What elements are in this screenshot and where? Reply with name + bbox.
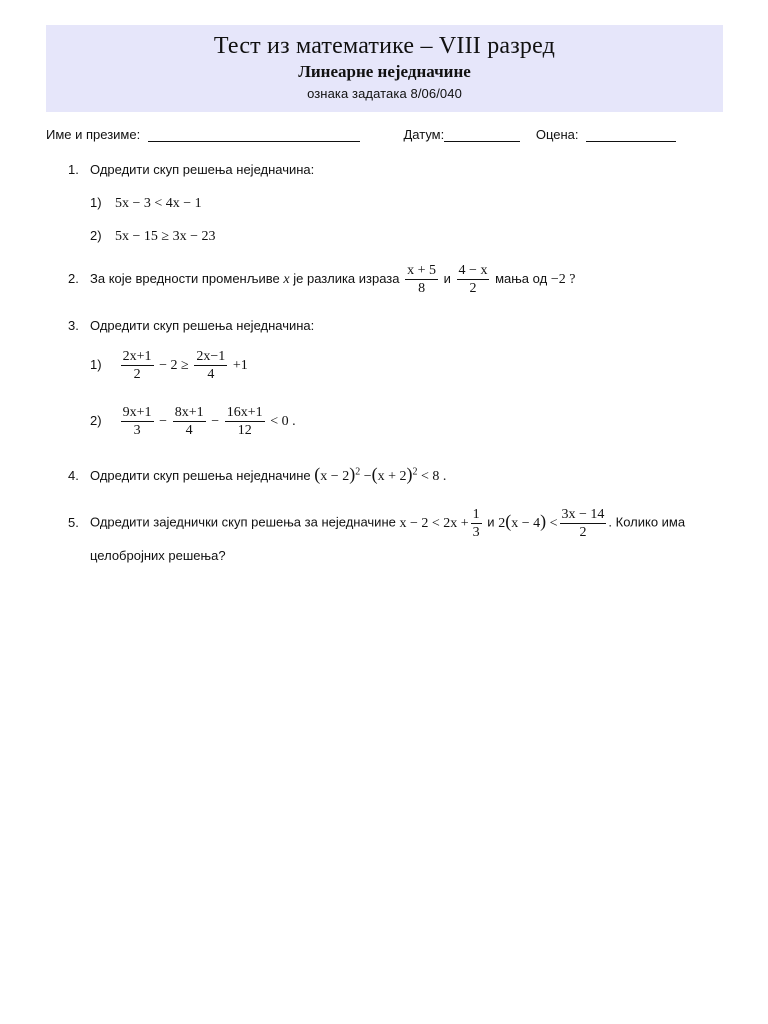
term: < 0 .	[270, 413, 296, 429]
question-2	[68, 262, 575, 297]
item-number: 1)	[90, 356, 102, 372]
question-3	[68, 318, 314, 333]
operator: −	[211, 413, 220, 429]
denominator: 3	[472, 525, 480, 540]
question-number: 4.	[68, 468, 79, 483]
question-text: мања од	[495, 270, 548, 286]
denominator: 12	[237, 423, 252, 438]
term: +1	[232, 357, 248, 373]
question-number: 2.	[68, 270, 79, 286]
denominator: 8	[418, 281, 426, 296]
denominator: 2	[579, 525, 587, 540]
test-title: Тест из математике – VIII разред	[213, 33, 556, 59]
question-text: . Колико има	[608, 514, 686, 530]
exponent: 2	[412, 466, 418, 478]
question-number: 5.	[68, 514, 79, 530]
exponent: 2	[355, 466, 361, 478]
question-5-continued	[90, 548, 226, 563]
numerator: 4 − x	[458, 263, 488, 278]
date-blank	[444, 128, 520, 142]
question-1	[68, 162, 314, 177]
fraction	[121, 404, 154, 439]
item-number: 2)	[90, 228, 102, 243]
expression: x − 2	[320, 469, 350, 484]
question-text: Одредити скуп решења неједначине	[90, 468, 311, 483]
inequality: 5x − 15 ≥ 3x − 23	[115, 229, 216, 244]
grade-blank	[586, 128, 676, 142]
denominator: 2	[469, 281, 477, 296]
fraction	[194, 348, 227, 383]
conjunction: и	[443, 270, 451, 286]
date-label: Датум:	[403, 127, 445, 142]
fraction	[225, 404, 265, 439]
inequality-2: 2(x − 4) < $\frac{3x - 14}{2}$	[498, 507, 605, 540]
question-number: 3.	[68, 318, 79, 333]
question-text: Одредити заједнички скуп решења за неједначине	[90, 514, 396, 530]
fraction	[560, 506, 607, 541]
numerator: 2x−1	[196, 349, 226, 364]
question-text: је разлика израза	[293, 270, 400, 286]
student-info-row	[46, 127, 676, 142]
operator: <	[549, 515, 558, 531]
operator: − 2 ≥	[159, 357, 189, 373]
expression: x − 4	[511, 515, 541, 531]
name-blank	[148, 128, 360, 142]
grade-label: Оцена:	[535, 127, 579, 142]
question-number: 1.	[68, 162, 79, 177]
question-4: 4. Одредити скуп решења неједначине $(x - 2)^2 -(x + 2)^2 < 8$ .	[68, 464, 447, 484]
name-label: Име и презиме:	[46, 127, 141, 142]
question-1-item-1	[90, 195, 202, 212]
variable: x	[283, 271, 290, 287]
expression: x + 2	[377, 469, 407, 484]
fraction	[173, 404, 206, 439]
numerator: 9x+1	[122, 405, 152, 420]
item-number: 2)	[90, 412, 102, 428]
fraction	[471, 506, 482, 541]
test-header	[46, 25, 723, 112]
denominator: 4	[207, 367, 215, 382]
numerator: 1	[472, 507, 480, 522]
numerator: x + 5	[407, 263, 437, 278]
expression: x − 2 < 2x +	[399, 515, 469, 531]
denominator: 2	[133, 367, 141, 382]
fraction	[457, 262, 490, 297]
task-code: ознака задатака 8/06/040	[307, 86, 462, 101]
value: −2 ?	[550, 271, 576, 287]
item-number: 1)	[90, 195, 102, 210]
question-text: Одредити скуп решења неједначина:	[90, 162, 315, 177]
question-5	[68, 506, 685, 541]
conjunction: и	[487, 514, 495, 530]
question-3-item-1	[90, 348, 248, 383]
fraction	[405, 262, 438, 297]
denominator: 4	[185, 423, 193, 438]
numerator: 8x+1	[174, 405, 204, 420]
inequality-1	[399, 507, 483, 540]
test-subtitle: Линеарне неједначине	[298, 62, 471, 81]
question-text: За које вредности променљиве	[90, 270, 280, 286]
numerator: 3x − 14	[561, 507, 605, 522]
numerator: 2x+1	[122, 349, 152, 364]
question-text: Одредити скуп решења неједначина:	[90, 318, 315, 333]
operator: −	[159, 413, 168, 429]
term: < 8 .	[421, 469, 447, 484]
inequality: 5x − 3 < 4x − 1	[115, 196, 202, 211]
numerator: 16x+1	[226, 405, 263, 420]
coefficient: 2	[498, 515, 506, 531]
denominator: 3	[133, 423, 141, 438]
operator: −	[363, 469, 372, 484]
question-text: целобројних решења?	[90, 548, 226, 563]
question-3-item-2	[90, 404, 296, 439]
fraction	[121, 348, 154, 383]
question-1-item-2	[90, 228, 215, 245]
